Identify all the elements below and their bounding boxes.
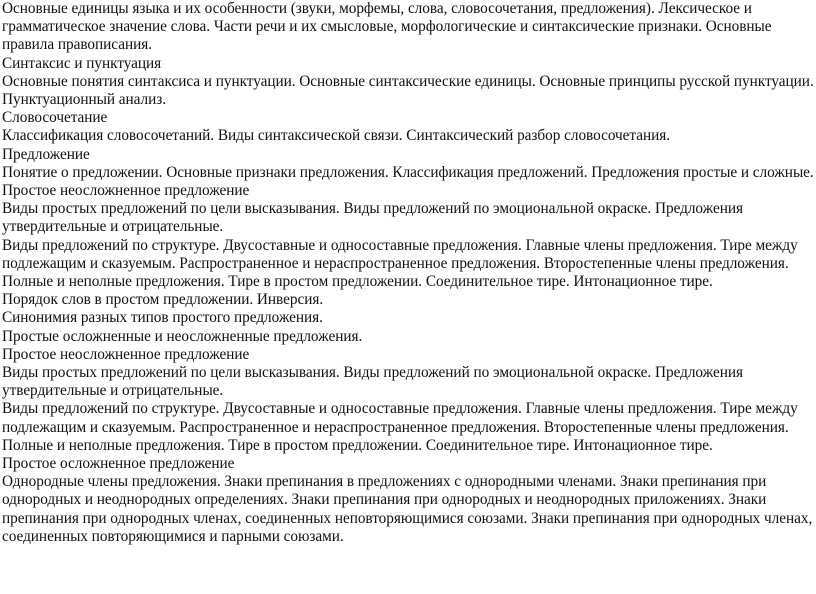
paragraph-language-units: Основные единицы языка и их особенности (звуки, морфемы, слова, словосочетания, предложения). Лексическое и грамматическое значение слова. Части речи и их смысловые, морфологические и синтаксические признаки. Основные правила правописания.	[2, 0, 772, 54]
paragraph-synonymy: Синонимия разных типов простого предложения.	[2, 309, 323, 327]
heading-complicated-sentence: Простое осложненное предложение	[2, 455, 235, 473]
heading-syntax-punctuation: Синтаксис и пунктуация	[2, 54, 162, 72]
heading-phrase: Словосочетание	[2, 109, 108, 127]
heading-simple-sentence-1: Простое неосложненное предложение	[2, 182, 250, 200]
paragraph-sentence-concept: Понятие о предложении. Основные признаки предложения. Классификация предложений. Предложения простые и сложные.	[2, 163, 814, 181]
paragraph-phrase-classification: Классификация словосочетаний. Виды синтаксической связи. Синтаксический разбор словосочетания.	[2, 127, 671, 145]
paragraph-syntax-basics: Основные понятия синтаксиса и пунктуации. Основные синтаксические единицы. Основные принципы русской пунктуации. Пунктуационный анализ.	[2, 72, 814, 109]
paragraph-complicated-uncomplicated: Простые осложненные и неосложненные предложения.	[2, 327, 363, 345]
paragraph-simple-types-structure-1: Виды предложений по структуре. Двусоставные и односоставные предложения. Главные члены предложения. Тире между подлежащим и сказуемым. Распространенное и нераспространенное предложения. Второстепенные члены предложения. Полные и неполные предложения. Тире в простом предложении. Соединительное тире. Интонационное тире.	[2, 236, 798, 291]
paragraph-simple-types-purpose-1: Виды простых предложений по цели высказывания. Виды предложений по эмоциональной окраске. Предложения утвердительные и отрицательные.	[2, 200, 743, 236]
heading-simple-sentence-2: Простое неосложненное предложение	[2, 345, 250, 363]
paragraph-homogeneous-members: Однородные члены предложения. Знаки препинания в предложениях с однородными членами. Знаки препинания при однородных и неоднородных определениях. Знаки препинания при однородных и неоднородных приложениях. Знаки препинания при однородных членах, соединенных неповторяющимися союзами. Знаки препинания при однородных членах, соединенных повторяющимися и парными союзами.	[2, 473, 813, 545]
paragraph-simple-types-purpose-2: Виды простых предложений по цели высказывания. Виды предложений по эмоциональной окраске. Предложения утвердительные и отрицательные.	[2, 364, 743, 400]
heading-sentence: Предложение	[2, 145, 90, 163]
paragraph-word-order: Порядок слов в простом предложении. Инверсия.	[2, 291, 324, 309]
paragraph-simple-types-structure-2: Виды предложений по структуре. Двусоставные и односоставные предложения. Главные члены предложения. Тире между подлежащим и сказуемым. Распространенное и нераспространенное предложения. Второстепенные члены предложения. Полные и неполные предложения. Тире в простом предложении. Соединительное тире. Интонационное тире.	[2, 400, 798, 454]
